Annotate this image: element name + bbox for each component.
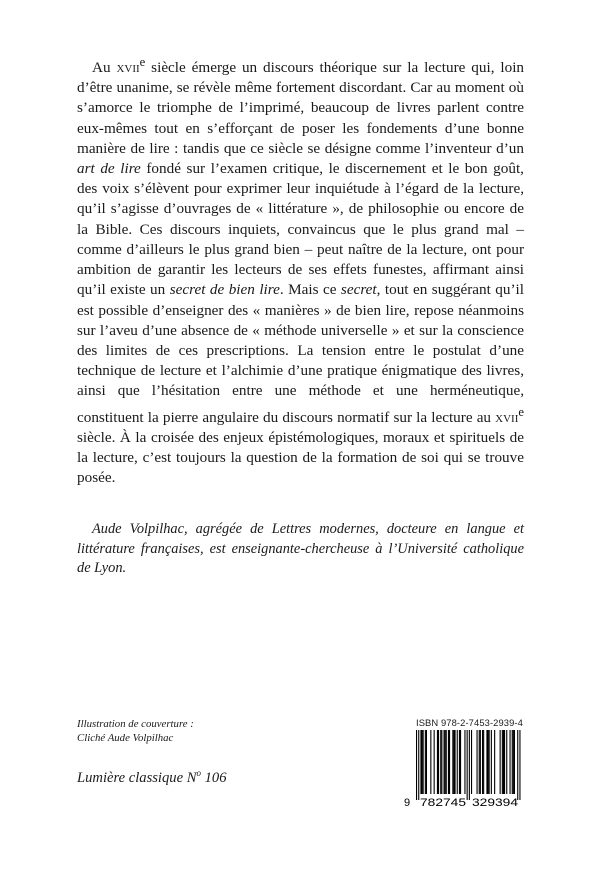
barcode-bar [440,730,441,794]
barcode-bar [469,730,470,800]
barcode-bar [512,730,513,794]
barcode-bar [504,730,505,794]
barcode-bar [519,730,520,800]
barcode-bar [514,730,515,794]
barcode-bar [464,730,465,794]
century-superscript: e [139,55,146,69]
barcode-bar [423,730,424,794]
barcode-bar [437,730,438,794]
barcode-bar [445,730,446,794]
barcode-bar [482,730,483,794]
barcode-bar [491,730,492,794]
barcode-icon [404,730,526,809]
barcode-digits-right: 329394 [472,797,518,809]
cover-credit [77,717,337,745]
barcode-bar [430,730,431,794]
barcode-bar [494,730,495,794]
barcode-bar [434,730,435,794]
emphasis-art-de-lire: art de lire [77,160,141,178]
barcode-bar [455,730,456,794]
barcode-bar [444,730,445,794]
barcode-bar [517,730,518,800]
barcode-bar [453,730,454,794]
barcode-bar [500,730,501,794]
barcode-bar [479,730,480,794]
cover-credit-value: Cliché Aude Volpilhac [77,732,174,744]
barcode-bar [459,730,460,794]
barcode-bar [477,730,478,794]
barcode-bar [467,730,468,800]
century-numeral: xvii [116,59,140,77]
barcode-bar [457,730,458,794]
barcode-bar [425,730,426,794]
barcode-bar [489,730,490,794]
barcode-bar [510,730,511,794]
emphasis-secret: secret [340,281,377,299]
century-superscript: e [518,404,524,419]
barcode-digits-left: 782745 [420,797,466,809]
barcode-bar [448,730,449,794]
barcode-bar [503,730,504,794]
emphasis-secret-de-bien-lire: secret de bien lire [169,281,280,299]
barcode-bar [416,730,417,800]
barcode-bar [488,730,489,794]
barcode-bar [441,730,442,794]
barcode-digit-lead: 9 [404,797,411,809]
century-numeral: xvii [495,408,519,426]
barcode-bar [513,730,514,794]
barcode-bar [486,730,487,794]
collection-series: Lumière classique $N^o$ 106 [77,768,227,786]
isbn-barcode [404,717,526,809]
barcode-bar [471,730,472,794]
barcode-bar [480,730,481,794]
barcode-bar [449,730,450,794]
barcode-bar [422,730,423,794]
barcode-bar [502,730,503,794]
barcode-bar [446,730,447,794]
barcode-bar [420,730,421,794]
barcode-bar [426,730,427,794]
barcode-bar [483,730,484,794]
barcode-bar [460,730,461,794]
isbn-label: ISBN 978-2-7453-2939-4 [416,717,523,728]
barcode-bar [418,730,419,800]
barcode-bar [506,730,507,794]
cover-credit-label: Illustration de couverture : [77,718,194,730]
back-cover-summary: Au xvii$^e$ siècle émerge un discours théorique sur la lecture qui, loin d’être unanime, se révèle même fortement discordant. Car au moment où s’amorce le triomphe de l’imprimé, beaucoup de livres parlent contre eux-mêmes tout en s’efforçant de poser les fondements d’une bonne manière de lire : tandis que ce siècle se désigne comme l’inventeur d’un art de lire fondé sur l’examen critique, le discernement et le bon goût, des voix s’élèvent pour exprimer leur inquiétude à l’égard de la lecture, qu’il s’agisse d’ouvrages de « littérature », de philosophie ou encore de la Bible. Ces discours inquiets, convaincus que le plus grand mal – comme d’ailleurs le plus grand bien – peut naître de la lecture, ont pour ambition de garantir les lecteurs de ses effets funestes, affirmant ainsi qu’il existe un secret de bien lire. Mais ce secret, tout en suggérant qu’il est possible d’enseigner des « manières » de bien lire, repose néanmoins sur l’aveu d’une absence de « méthode universelle » et sur la conscience des limites de ces prescriptions. La tension entre le postulat d’une technique de lecture et l’alchimie d’une pratique énigmatique des livres, ainsi que l’hésitation entre une méthode et une herméneutique, constituent la pierre angulaire du discours normatif sur la lecture au xvii$^e$ siècle. À la croisée des enjeux épistémologiques, moraux et spirituels de la lecture, c’est toujours la question de la formation de soi qui se trouve posée. [77,55,525,487]
barcode-bar [452,730,453,794]
author-bio: Aude Volpilhac, agrégée de Lettres modernes, docteure en langue et littérature françaises, est enseignante-chercheuse à l’Université catholique de Lyon. [77,521,524,577]
barcode-bar [438,730,439,794]
